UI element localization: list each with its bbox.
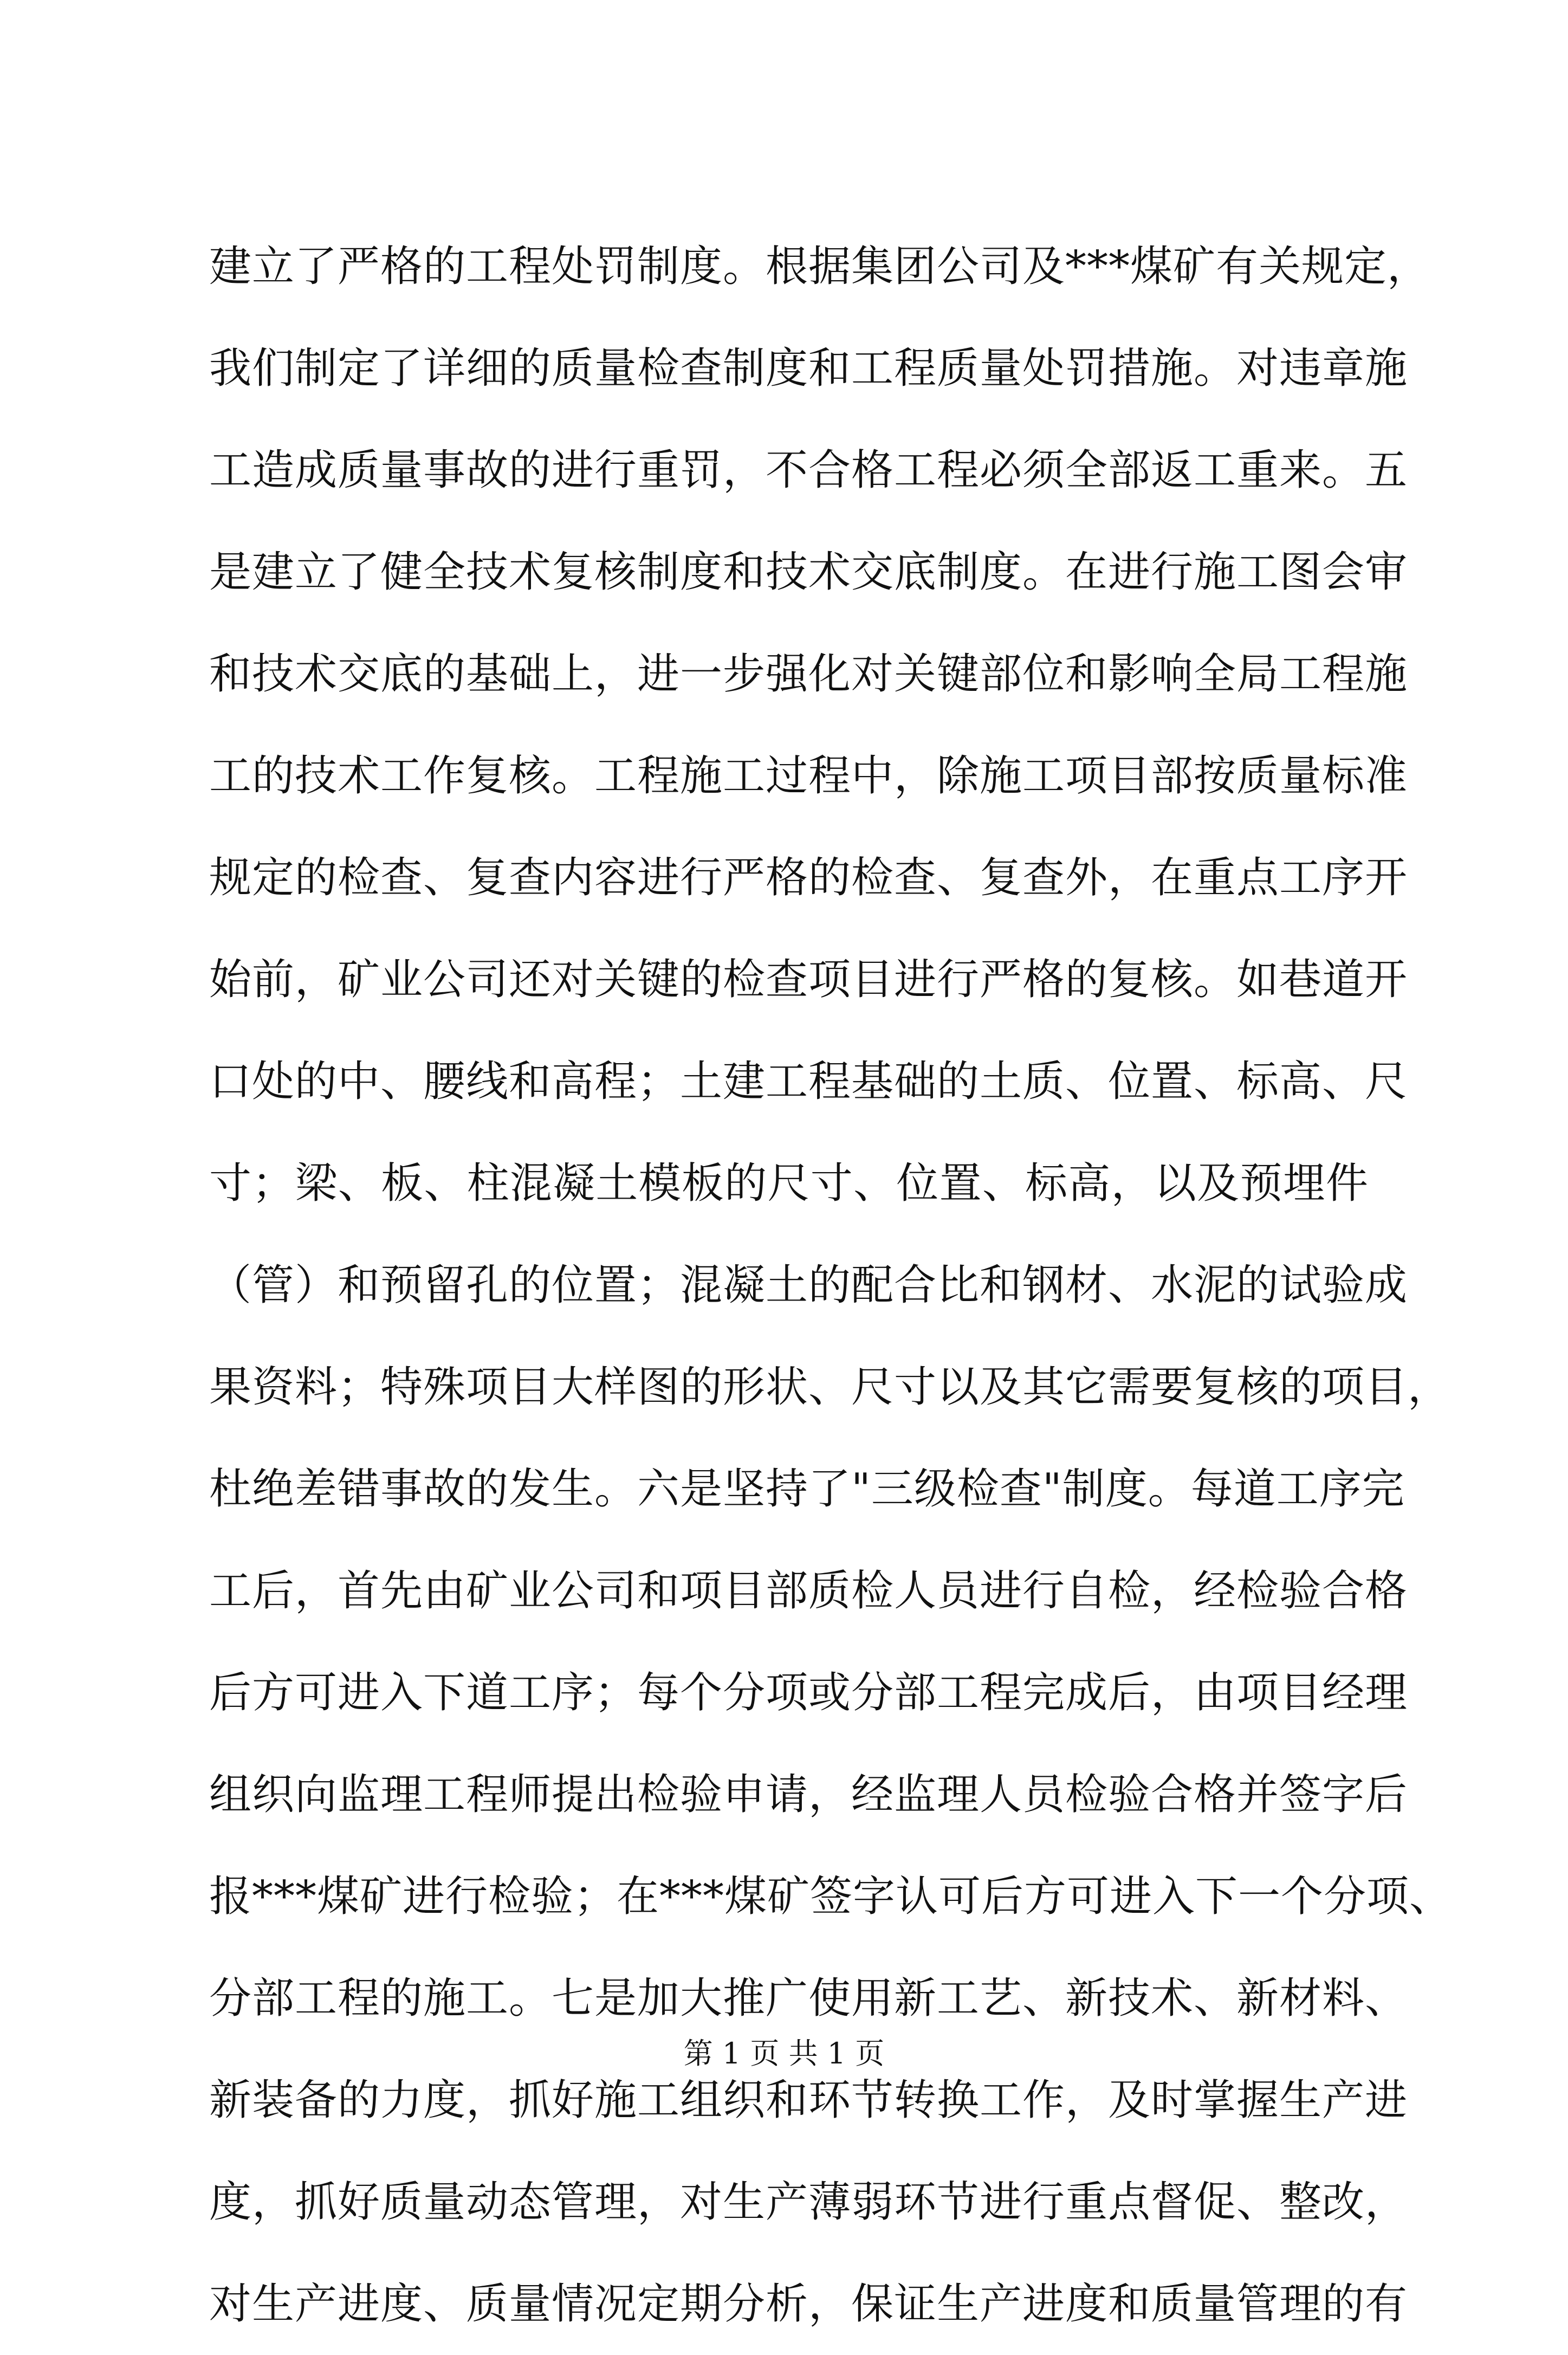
text-line: 果资料；特殊项目大样图的形状、尺寸以及其它需要复核的项目， bbox=[209, 1363, 1451, 1412]
text-line: 工后，首先由矿业公司和项目部质检人员进行自检，经检验合格 bbox=[209, 1567, 1408, 1615]
text-line: 是建立了健全技术复核制度和技术交底制度。在进行施工图会审 bbox=[209, 548, 1408, 597]
text-line: 度，抓好质量动态管理，对生产薄弱环节进行重点督促、整改， bbox=[209, 2178, 1408, 2227]
body-text bbox=[209, 216, 1453, 2355]
text-line: 报***煤矿进行检验；在***煤矿签字认可后方可进入下一个分项、 bbox=[209, 1872, 1453, 1921]
text-line: 规定的检查、复查内容进行严格的检查、复查外，在重点工序开 bbox=[209, 853, 1408, 902]
text-line: 后方可进入下道工序；每个分项或分部工程完成后，由项目经理 bbox=[209, 1668, 1408, 1717]
text-line: 新装备的力度，抓好施工组织和环节转换工作，及时掌握生产进 bbox=[209, 2076, 1408, 2125]
text-line: 我们制定了详细的质量检查制度和工程质量处罚措施。对违章施 bbox=[209, 344, 1408, 393]
text-line: 始前，矿业公司还对关键的检查项目进行严格的复核。如巷道开 bbox=[209, 955, 1408, 1004]
text-line: 杜绝差错事故的发生。六是坚持了"三级检查"制度。每道工序完 bbox=[209, 1465, 1405, 1513]
text-line: （管）和预留孔的位置；混凝土的配合比和钢材、水泥的试验成 bbox=[209, 1261, 1408, 1310]
text-line: 分部工程的施工。七是加大推广使用新工艺、新技术、新材料、 bbox=[209, 1974, 1408, 2023]
text-line: 口处的中、腰线和高程；土建工程基础的土质、位置、标高、尺 bbox=[209, 1057, 1408, 1106]
text-line: 工的技术工作复核。工程施工过程中，除施工项目部按质量标准 bbox=[209, 752, 1408, 800]
text-line: 建立了严格的工程处罚制度。根据集团公司及***煤矿有关规定， bbox=[209, 242, 1430, 291]
text-line: 和技术交底的基础上，进一步强化对关键部位和影响全局工程施 bbox=[209, 650, 1408, 698]
text-line: 寸；梁、板、柱混凝土模板的尺寸、位置、标高，以及预埋件 bbox=[209, 1159, 1369, 1208]
text-line: 组织向监理工程师提出检验申请，经监理人员检验合格并签字后 bbox=[209, 1770, 1408, 1819]
text-line: 对生产进度、质量情况定期分析，保证生产进度和质量管理的有 bbox=[209, 2280, 1408, 2328]
page-number-footer: 第 1 页 共 1 页 bbox=[683, 2036, 885, 2071]
text-line: 工造成质量事故的进行重罚，不合格工程必须全部返工重来。五 bbox=[209, 446, 1408, 495]
